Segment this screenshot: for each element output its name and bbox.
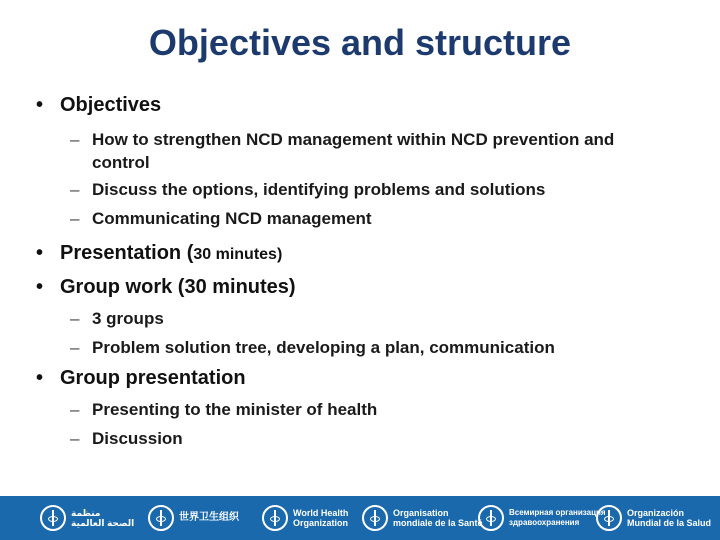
sub-bullet-text: Discuss the options, identifying problems and solutions — [92, 180, 546, 199]
bullet-presentation — [36, 242, 282, 265]
dash-icon: – — [70, 429, 80, 448]
bullet-objectives — [36, 94, 161, 117]
slide-title: Objectives and structure — [148, 22, 572, 63]
who-emblem-icon — [596, 505, 622, 531]
who-emblem-icon — [40, 505, 66, 531]
sub-bullet-text: Problem solution tree, developing a plan, communication — [92, 338, 555, 357]
sub-bullet — [70, 307, 164, 330]
sub-bullet — [70, 128, 652, 174]
bullet-dot-icon: • — [36, 242, 44, 264]
dash-icon: – — [70, 209, 80, 228]
who-logo-chinese — [148, 502, 239, 534]
who-emblem-icon — [362, 505, 388, 531]
bullet-group-work — [36, 276, 296, 299]
dash-icon: – — [70, 130, 80, 149]
who-logo-english — [262, 502, 348, 534]
who-footer-bar — [0, 496, 720, 540]
who-logo-spanish — [596, 502, 711, 534]
bullet-dot-icon: • — [36, 367, 44, 389]
sub-bullet — [70, 178, 546, 201]
bullet-group-presentation — [36, 367, 246, 390]
who-logo-french — [362, 502, 483, 534]
who-emblem-icon — [478, 505, 504, 531]
org-name: Organización Mundial de la Salud — [627, 508, 712, 528]
org-name: World Health Organization — [293, 508, 349, 528]
dash-icon: – — [70, 180, 80, 199]
who-logo-russian — [478, 502, 606, 534]
org-name: Всемирная организация здравоохранения — [509, 508, 606, 527]
bullet-label: Group presentation — [60, 367, 246, 389]
sub-bullet-text: 3 groups — [92, 309, 164, 328]
sub-bullet — [70, 427, 183, 450]
who-logo-arabic — [40, 502, 134, 534]
dash-icon: – — [70, 338, 80, 357]
bullet-label: Group work (30 minutes) — [60, 276, 296, 298]
sub-bullet — [70, 336, 555, 359]
sub-bullet-text: How to strengthen NCD management within NCD prevention and control — [92, 130, 615, 172]
who-emblem-icon — [262, 505, 288, 531]
dash-icon: – — [70, 400, 80, 419]
org-name: 世界卫生组织 — [179, 512, 239, 523]
bullet-dot-icon: • — [36, 276, 44, 298]
org-name: Organisation mondiale de la Santé — [393, 508, 483, 528]
bullet-dot-icon: • — [36, 94, 44, 116]
sub-bullet — [70, 207, 372, 230]
bullet-label: Objectives — [60, 94, 162, 116]
sub-bullet-text: Presenting to the minister of health — [92, 400, 378, 419]
bullet-label-small: 30 minutes) — [193, 246, 283, 263]
dash-icon: – — [70, 309, 80, 328]
org-name: منظمة الصحة العالمية — [71, 508, 135, 528]
bullet-label: Presentation ( — [60, 242, 194, 264]
sub-bullet-text: Communicating NCD management — [92, 209, 372, 228]
who-emblem-icon — [148, 505, 174, 531]
sub-bullet-text: Discussion — [92, 429, 183, 448]
sub-bullet — [70, 398, 378, 421]
